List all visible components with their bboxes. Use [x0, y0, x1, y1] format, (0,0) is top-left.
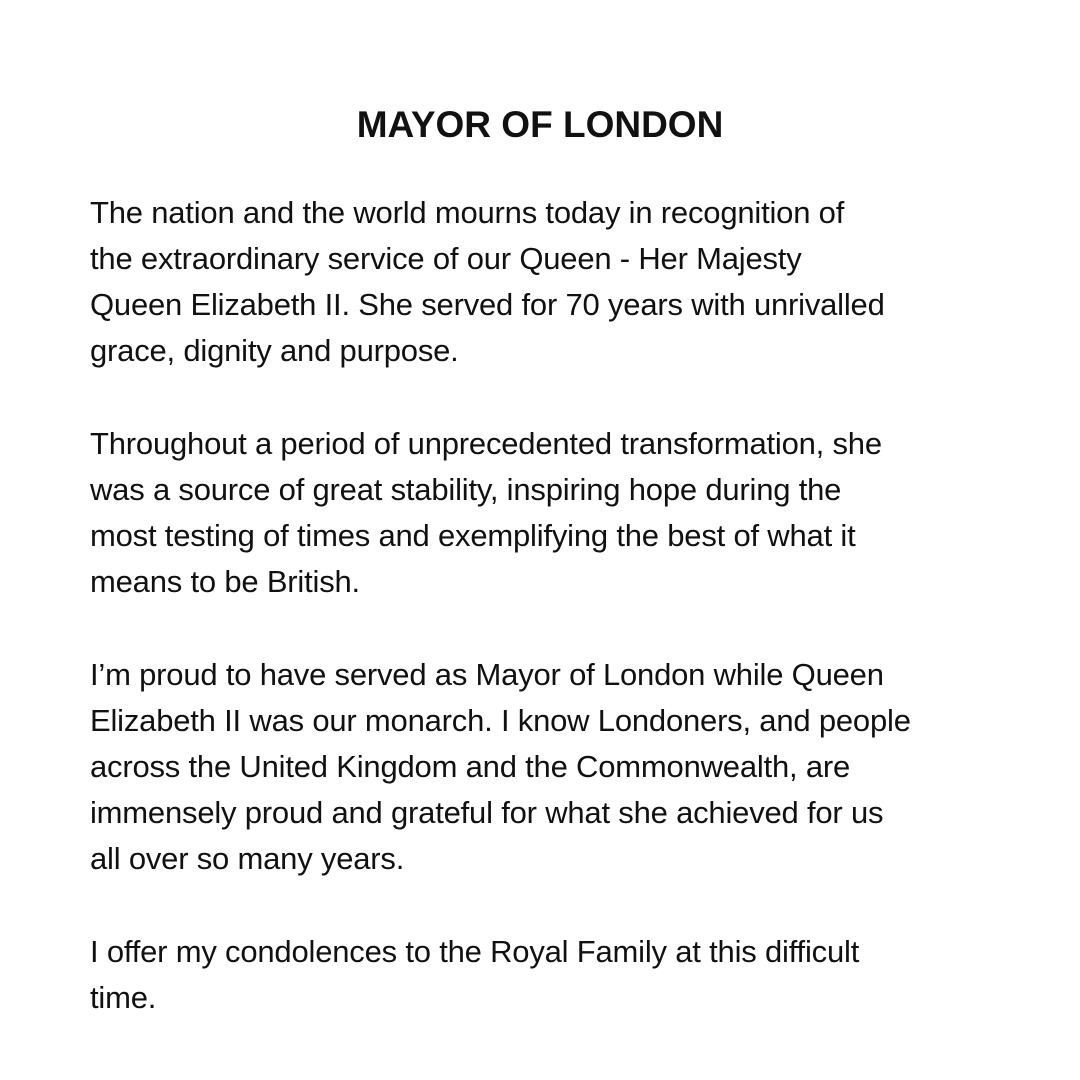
page-title: MAYOR OF LONDON — [356, 104, 724, 145]
statement-line: was a source of great stability, inspiring hope during the — [90, 472, 842, 507]
statement-line: the extraordinary service of our Queen - Her Majesty — [90, 241, 802, 276]
statement-paragraph-1 — [90, 190, 1010, 374]
statement-line: across the United Kingdom and the Commonwealth, are — [90, 749, 851, 784]
statement-line: Queen Elizabeth II. She served for 70 years with unrivalled — [90, 287, 885, 322]
statement-paragraph-2 — [90, 421, 1010, 605]
statement-line: time. — [90, 980, 157, 1015]
statement-paragraph-3 — [90, 652, 1010, 882]
statement-line: Throughout a period of unprecedented transformation, she — [90, 426, 882, 461]
statement-body — [90, 190, 1010, 1068]
statement-line: I offer my condolences to the Royal Family at this difficult — [90, 934, 860, 969]
statement-line: I’m proud to have served as Mayor of London while Queen — [90, 657, 884, 692]
statement-paragraph-4 — [90, 929, 1010, 1021]
statement-line: most testing of times and exemplifying the best of what it — [90, 518, 856, 553]
statement-line: immensely proud and grateful for what she achieved for us — [90, 795, 884, 830]
statement-line: all over so many years. — [90, 841, 405, 876]
statement-line: grace, dignity and purpose. — [90, 333, 459, 368]
statement-line: The nation and the world mourns today in recognition of — [90, 195, 845, 230]
statement-line: Elizabeth II was our monarch. I know Londoners, and people — [90, 703, 911, 738]
statement-line: means to be British. — [90, 564, 360, 599]
